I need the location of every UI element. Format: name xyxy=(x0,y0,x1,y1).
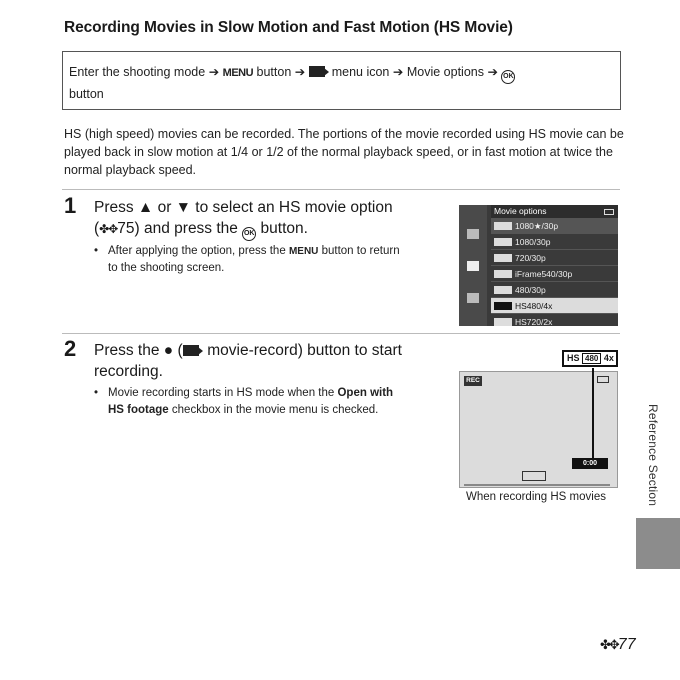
step-1-bullet-text-b: button to return xyxy=(321,245,400,257)
hs-label: HS xyxy=(567,353,580,363)
page-number xyxy=(600,636,636,654)
step-2-heading-line-1: Press the ● ( xyxy=(94,342,183,359)
arrow-icon: ➔ xyxy=(487,65,498,79)
menu-row-label: HS720/2x xyxy=(515,317,553,326)
camera-icon xyxy=(467,229,479,239)
path-text-2: button xyxy=(256,65,292,79)
step-1-bullet-text-a: After applying the option, press the xyxy=(108,245,286,257)
movie-camera-icon xyxy=(309,66,325,77)
screen-caption: When recording HS movies xyxy=(466,491,606,503)
movie-options-screen xyxy=(459,205,618,326)
option-name-b: HS footage xyxy=(108,404,169,416)
menu-row-label: HS480/4x xyxy=(515,301,553,311)
menu-button-icon: MENU xyxy=(288,246,319,257)
menu-row[interactable] xyxy=(491,218,618,234)
hs-resolution: 480 xyxy=(582,353,601,364)
resolution-icon xyxy=(494,302,512,310)
movie-camera-icon xyxy=(467,261,479,271)
reference-icon: ✤✥ xyxy=(600,637,618,652)
step-1-bullet xyxy=(94,243,400,277)
step-1-heading-line-2: 75) and press the xyxy=(117,220,238,237)
movie-camera-icon xyxy=(183,345,199,356)
arrow-icon: ➔ xyxy=(208,65,220,79)
ok-button-icon: OK xyxy=(501,70,515,84)
battery-icon xyxy=(597,376,609,383)
menu-row-label: 480/30p xyxy=(515,285,546,295)
bullet-icon: • xyxy=(94,387,99,399)
resolution-icon xyxy=(494,318,512,326)
resolution-icon xyxy=(494,254,512,262)
step-1-heading xyxy=(94,197,393,241)
page-number-value: 77 xyxy=(617,636,636,653)
step-1-heading-line-1: Press ▲ or ▼ to select an HS movie option xyxy=(94,199,393,216)
wrench-icon xyxy=(467,293,479,303)
divider xyxy=(62,333,620,334)
menu-path-box xyxy=(62,51,621,110)
path-text-1: Enter the shooting mode xyxy=(69,65,206,79)
menu-row[interactable] xyxy=(491,234,618,250)
rec-indicator: REC xyxy=(464,376,482,386)
battery-icon xyxy=(604,209,614,215)
menu-row-selected[interactable] xyxy=(491,298,618,314)
progress-line xyxy=(464,484,610,486)
step-1-bullet-text-c: to the shooting screen. xyxy=(108,262,225,274)
callout-line xyxy=(592,368,594,458)
section-label: Reference Section xyxy=(646,404,660,507)
menu-row[interactable] xyxy=(491,266,618,282)
step-2-bullet-text-a: Movie recording starts in HS mode when the xyxy=(108,387,335,399)
intro-paragraph: HS (high speed) movies can be recorded. The portions of the movie recorded using HS movie can be played back in slow motion at 1/4 or 1/2 of the normal playback speed, or in fast motion at twice the normal playback speed. xyxy=(64,127,624,177)
page-title: Recording Movies in Slow Motion and Fast Motion (HS Movie) xyxy=(64,19,513,36)
menu-row-label: 1080★/30p xyxy=(515,221,559,231)
resolution-icon xyxy=(494,222,512,230)
section-tab xyxy=(636,518,680,569)
step-2-heading xyxy=(94,340,402,382)
menu-row-label: iFrame540/30p xyxy=(515,269,573,279)
step-2-bullet-text-b: checkbox in the movie menu is checked. xyxy=(171,404,379,416)
menu-header xyxy=(491,205,618,218)
menu-row-label: 1080/30p xyxy=(515,237,551,247)
menu-row[interactable] xyxy=(491,250,618,266)
resolution-icon xyxy=(494,238,512,246)
bullet-icon: • xyxy=(94,245,99,257)
step-1-heading-end: button. xyxy=(260,220,308,237)
movie-options-menu xyxy=(491,205,618,326)
recording-time: 0:00 xyxy=(572,458,608,469)
option-name-a: Open with xyxy=(337,387,394,399)
arrow-icon: ➔ xyxy=(392,65,404,79)
hs-speed: 4x xyxy=(603,353,614,363)
menu-row-label: 720/30p xyxy=(515,253,546,263)
reference-icon: ✤✥ xyxy=(99,222,118,236)
step-2-heading-line-1-rest: movie-record) button to start xyxy=(207,342,402,359)
path-text-3: menu icon xyxy=(331,65,390,79)
divider xyxy=(62,189,620,190)
step-2-heading-line-2: recording. xyxy=(94,363,163,380)
menu-row[interactable] xyxy=(491,314,618,326)
step-1-paren: ( xyxy=(94,220,100,237)
step-1-number: 1 xyxy=(64,193,77,218)
path-text-4: Movie options xyxy=(406,65,484,79)
step-2-number: 2 xyxy=(64,336,77,361)
resolution-icon xyxy=(494,270,512,278)
arrow-icon: ➔ xyxy=(294,65,306,79)
path-text-5: button xyxy=(69,87,104,101)
ok-button-icon: OK xyxy=(242,227,256,241)
menu-header-text: Movie options xyxy=(494,206,547,216)
resolution-icon xyxy=(494,286,512,294)
menu-button-icon: MENU xyxy=(222,67,254,79)
memory-indicator-icon xyxy=(522,471,546,481)
hs-movie-indicator xyxy=(562,350,618,367)
hs-recording-screen xyxy=(459,371,618,488)
step-2-bullet xyxy=(94,385,393,419)
menu-row[interactable] xyxy=(491,282,618,298)
menu-side-tabs xyxy=(459,205,487,326)
